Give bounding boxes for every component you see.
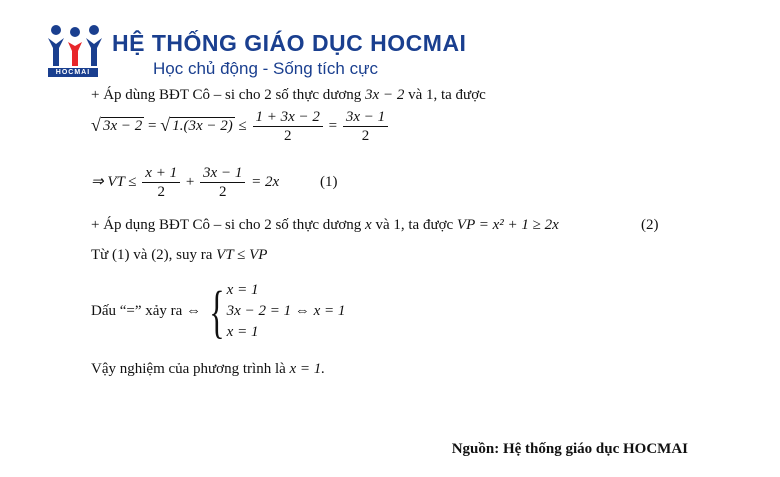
people-logo-icon — [46, 24, 104, 74]
line3-tail: = 2x — [247, 173, 280, 190]
line4-expr: VP = x² + 1 ≥ 2x — [456, 217, 559, 233]
line1-expr: 3x − 2 — [365, 87, 405, 103]
equation-system — [227, 280, 346, 343]
equation-number-2: (2) — [641, 217, 659, 233]
le-sign: ≤ — [234, 117, 251, 134]
line4-text: + Áp dụng BĐT Cô – si cho 2 số thực dương — [91, 217, 366, 233]
equals-sign-2: = — [324, 117, 341, 134]
fraction-2: $\frac{3x - 1}{2}$ — [343, 108, 388, 145]
cauchy-line-1 — [91, 87, 486, 104]
logo-text: HOCMAI — [48, 68, 98, 77]
fraction-3: $\frac{x + 1}{2}$ — [142, 164, 180, 201]
left-brace-icon: { — [209, 278, 225, 344]
inequality-line-2 — [91, 108, 390, 145]
brand-slogan: Học chủ động - Sống tích cực — [153, 59, 378, 78]
inequality-line-3 — [91, 164, 279, 201]
line5-text: Từ (1) và (2), suy ra — [91, 247, 217, 263]
equals-sign: = — [144, 117, 161, 134]
vt-prefix: ⇒ VT ≤ — [91, 173, 141, 190]
brand-title: HỆ THỐNG GIÁO DỤC HOCMAI — [112, 30, 467, 56]
line6-text: Dấu “=” xảy ra ⇔ — [91, 303, 205, 319]
sqrt-term-1: √ 3x − 2 — [91, 114, 143, 135]
system-row: x = 1 — [226, 282, 259, 298]
cauchy-line-4 — [91, 217, 559, 234]
equation-number-1: (1) — [320, 174, 338, 190]
sqrt-term-2: √ 1.(3x − 2) — [160, 114, 233, 135]
equality-condition — [91, 280, 345, 343]
line4-var: x — [365, 217, 372, 233]
system-row: 3x − 2 = 1 ⇔ x = 1 — [226, 303, 346, 319]
conclusion-line-5 — [91, 247, 267, 264]
source-credit: Nguồn: Hệ thống giáo dục HOCMAI — [451, 441, 688, 457]
fraction-1: $\frac{1 + 3x - 2}{2}$ — [253, 108, 323, 145]
system-row: x = 1 — [226, 324, 259, 340]
line7-text: Vậy nghiệm của phương trình là — [91, 361, 290, 377]
line5-expr: VT ≤ VP — [216, 247, 268, 263]
line1-tail: và 1, ta được — [404, 87, 486, 103]
fraction-4: $\frac{3x - 1}{2}$ — [200, 164, 245, 201]
line7-expr: x = 1. — [289, 361, 326, 377]
final-answer — [91, 361, 325, 378]
line4-mid: và 1, ta được — [371, 217, 457, 233]
line1-text: + Áp dùng BĐT Cô – si cho 2 số thực dương — [91, 87, 366, 103]
plus-sign: + — [182, 173, 199, 190]
